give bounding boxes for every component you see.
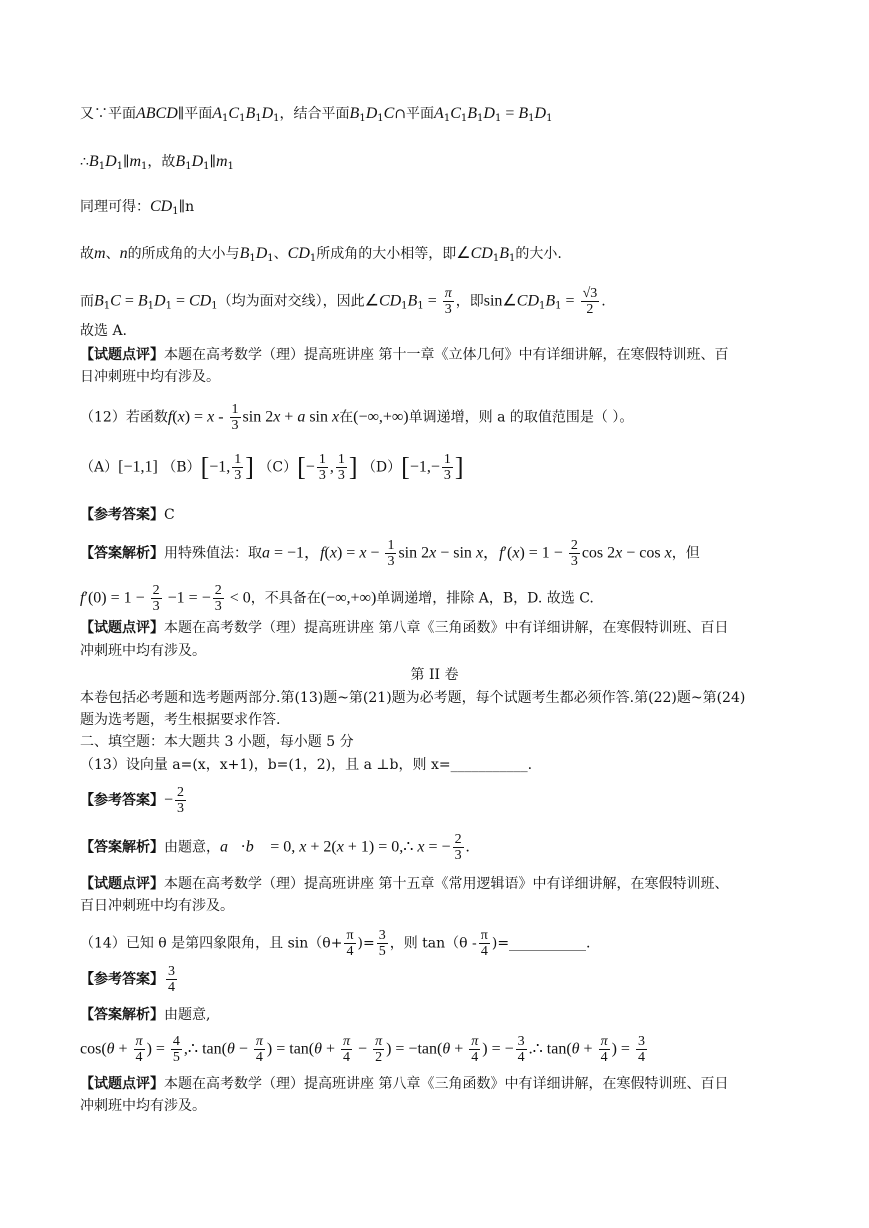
label: 【试题点评】 [80,620,164,636]
question-14: （14）已知 θ 是第四象限角，且 sin（θ+ $\frac{\pi}{4}$ )= $\frac{3}{5}$ ，则 tan（θ - $\frac{\pi}{4}$ )=___________. [80,928,591,959]
comment-12-line2: 冲刺班中均有涉及。 [80,643,206,659]
text: ，故 [147,154,176,170]
text: 用特殊值法：取 [164,545,262,562]
choose-a: 故选 A. [80,323,128,339]
comment-13-line1 [80,874,728,894]
question-13: （13）设向量 a=(x，x+1)，b=(1，2)，且 a ⊥b，则 x=___________. [80,757,533,773]
answer-denominator: 3 [177,801,185,816]
text: 、 [105,246,120,262]
text: （12）若函数 [80,409,168,426]
label: 【参考答案】 [80,507,164,523]
text-line: $\therefore B_1D_1\parallel m_1$，故$B_1D_1\parallel m_1$ [80,153,234,172]
text: 而 [80,293,94,310]
label: 【试题点评】 [80,876,164,892]
text: 由题意, [164,1007,211,1023]
text: ，结合平面 [279,106,350,122]
question-12-options: （A）[−1,1] （B）[−1, $\frac{1}{3}$ ] （C）[− $\frac{1}{3}$ , $\frac{1}{3}$ ] （D）[−1,− $\frac{1}{3}$ ] [80,452,464,483]
text: 本题在高考数学（理）提高班讲座 第十五章《常用逻辑语》中有详细讲解，在寒假特训班、 [164,876,729,892]
answer-denominator: 4 [168,980,175,995]
text: ∥平面 [177,106,213,122]
answer-12 [80,505,175,525]
comment-11-line2: 日冲刺班中均有涉及。 [80,369,220,385]
label: 【答案解析】 [80,545,164,562]
analysis-13: 【答案解析】由题意，a⃗·b⃗ = 0, x + 2(x + 1) = 0,∴ x = − $\frac{2}{3}$ . [80,832,470,863]
text: 本题在高考数学（理）提高班讲座 第八章《三角函数》中有详细讲解，在寒假特训班、百日 [164,1076,729,1092]
analysis-12: 【答案解析】用特殊值法：取a = −1，f(x) = x − $\frac{1}{3}$ sin 2x − sin x，f′(x) = 1 − $\frac{2}{3}$ cos 2x − cos x，但 [80,538,700,569]
analysis-14-formula: cos(θ + $\frac{\pi}{4}$ ) = $\frac{4}{5}$ ,∴ tan(θ − $\frac{\pi}{4}$ ) = tan(θ + $\frac{\pi}{4}$ − $\frac{\pi}{2}$ ) = −tan(θ + $\frac{\pi}{4}$ ) = − $\frac{3}{4}$ .∴ tan(θ + $\frac{\pi}{4}$ ) = $\frac{3}{4}$ [80,1034,645,1065]
text: . [601,293,606,310]
section-2-title: 第 II 卷 [410,667,459,683]
answer-14 [80,964,179,995]
text: ，则 tan（θ - [389,935,477,952]
comment-12-line1 [80,618,728,638]
text: )=___________. [491,935,591,952]
option-d-label: （D） [361,459,402,476]
text: 由题意， [164,839,220,856]
answer-numerator: 2 [177,785,185,800]
text: ∩平面 [394,106,435,122]
option-a-label: （A） [80,459,119,476]
text: 本题在高考数学（理）提高班讲座 第十一章《立体几何》中有详细讲解，在寒假特训班、百 [164,347,729,363]
text-line: 又∵平面ABCD∥平面$A_1C_1B_1D_1$，结合平面$B_1D_1C\cap$平面$A_1C_1B_1D_1 = B_1D_1$ [80,105,553,124]
part-2-title: 二、填空题：本大题共 3 小题，每小题 5 分 [80,734,354,750]
text-line: 而$B_1C = B_1D_1 = CD_1$（均为面对交线），因此$\angle CD_1B_1$ = $\frac{\pi}{3}$ ，即$\sin\angle CD_1B_1$ = $\frac{√3}{2}$ . [80,286,606,317]
text: 、 [273,246,288,262]
analysis-14 [80,1005,210,1025]
option-c-label: （C） [258,459,298,476]
answer-value: C [164,507,175,523]
text: 又∵平面 [80,106,136,122]
text: 单调递增，排除 A，B，D. 故选 C. [376,590,594,607]
text: （均为面对交线），因此 [217,293,365,310]
answer-numerator: 3 [168,964,175,979]
analysis-12-line2: f′(0) = 1 − $\frac{2}{3}$ −1 = − $\frac{2}{3}$ < 0，不具备在(−∞,+∞)单调递增，排除 A，B，D. 故选 C. [80,583,594,614]
text: ∥n [178,199,195,215]
comment-14-line2: 冲刺班中均有涉及。 [80,1098,206,1114]
text: 的大小. [515,246,562,262]
label: 【答案解析】 [80,839,164,856]
answer-sign: − [164,791,174,809]
text-line: 故m、n的所成角的大小与$B_1D_1$、$CD_1$所成角的大小相等，即$\angle CD_1B_1$的大小. [80,245,562,264]
label: 【答案解析】 [80,1007,164,1023]
text: 本题在高考数学（理）提高班讲座 第八章《三角函数》中有详细讲解，在寒假特训班、百日 [164,620,729,636]
section-2-line2: 题为选考题，考生根据要求作答. [80,712,281,728]
label: 【试题点评】 [80,1076,164,1092]
text: 的所成角的大小与 [127,246,240,262]
answer-13 [80,785,188,816]
text: 单调递增，则 a 的取值范围是（ ）。 [408,409,634,426]
text: ，但 [671,545,700,562]
text: 同理可得： [80,199,150,215]
text: 所成角的大小相等，即 [316,246,457,262]
comment-13-line2: 百日冲刺班中均有涉及。 [80,898,234,914]
text: ，即 [455,293,484,310]
section-2-line1: 本卷包括必考题和选考题两部分.第(13)题~第(21)题为必考题，每个试题考生都必须作答.第(22)题~第(24) [80,690,746,706]
text: 故 [80,246,94,262]
text: ∥ [123,154,130,170]
label: 【试题点评】 [80,347,164,363]
text: ∥ [209,154,216,170]
comment-14-line1 [80,1074,728,1094]
text: )= [357,935,375,952]
text: ，不具备在 [250,590,321,607]
comment-11-line1 [80,345,728,365]
text: 在 [339,409,354,426]
option-b-label: （B） [162,459,201,476]
question-12: （12）若函数f(x) = x - $\frac{1}{3}$ sin 2x + a sin x在(−∞,+∞)单调递增，则 a 的取值范围是（ ）。 [80,402,634,433]
text: （14）已知 θ 是第四象限角，且 sin（θ+ [80,935,343,952]
label: 【参考答案】 [80,971,164,988]
text-line: 同理可得：$CD_1\parallel n$ [80,198,195,217]
text: ∴ [80,154,89,170]
label: 【参考答案】 [80,792,164,809]
